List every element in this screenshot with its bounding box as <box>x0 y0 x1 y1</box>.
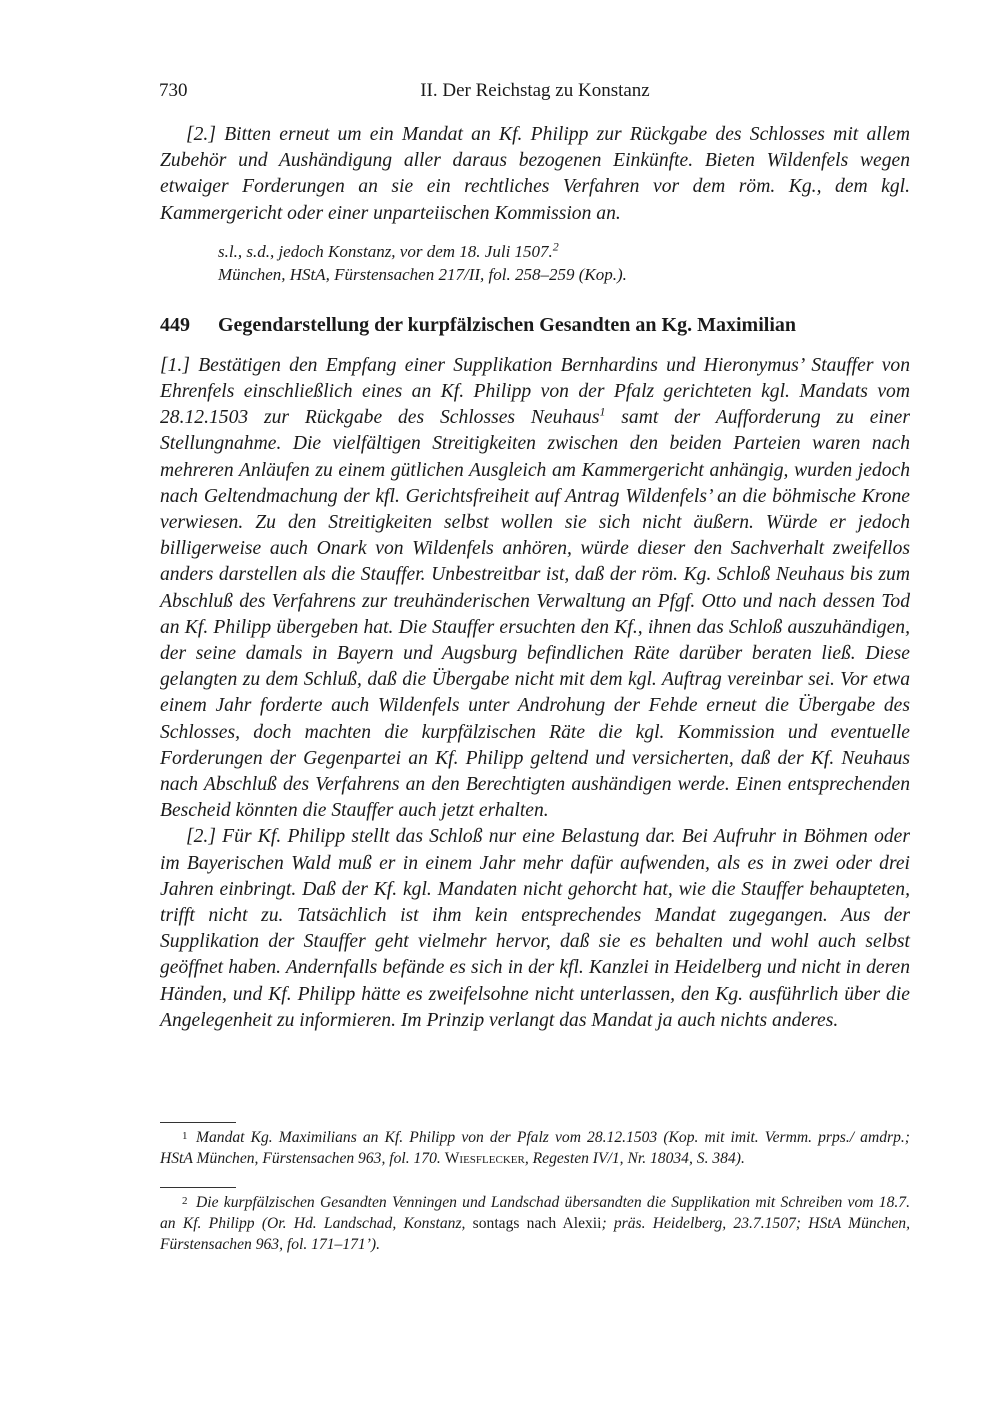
date-line-text: s.l., s.d., jedoch Konstanz, vor dem 18. Juli 1507. <box>218 241 553 261</box>
footnote-2-text-b: ; präs. Heidelberg, 23.7.1507; HStA München, Fürstensachen 963, fol. 171–171’). <box>160 1215 911 1253</box>
entry-paragraph-1 <box>160 353 910 825</box>
footnote-1-text-a: Mandat Kg. Maximilians an Kf. Philipp von der Pfalz vom 28.12.1503 (Kop. mit imit. Vermm. prps./ amdrp.; HStA München, Fürstensachen 963, fol. 170. <box>160 1129 910 1167</box>
footnote-1-text-b: , Regesten IV/1, Nr. 18034, S. 384). <box>524 1150 745 1167</box>
paragraph-1-part-a: [1.] Bestätigen den Empfang einer Supplikation Bernhardins und Hieronymus’ Stauffer von Ehrenfels einschließlich eines an Kf. Philipp von der Pfalz gerichteten kgl. Mandats vom 28.12.1503 zur Rückgabe des Schlosses Neuhaus <box>160 354 910 429</box>
footnote-1-author: Wiesflecker <box>444 1150 525 1167</box>
page-number: 730 <box>159 80 188 101</box>
footnote-ref-2[interactable]: 2 <box>552 239 559 254</box>
page-body <box>160 122 910 1034</box>
footnote-mark-2: 2 <box>182 1195 188 1207</box>
footnotes <box>160 1122 910 1273</box>
entry-heading <box>160 311 910 339</box>
footnote-mark-1: 1 <box>182 1130 188 1142</box>
page-header <box>159 80 911 110</box>
prev-entry-meta <box>160 240 910 287</box>
source-line: München, HStA, Fürstensachen 217/II, fol. 258–259 (Kop.). <box>218 265 627 285</box>
footnote-rule <box>160 1122 236 1123</box>
entry-title: Gegendarstellung der kurpfälzischen Gesandten an Kg. Maximilian <box>218 313 796 336</box>
footnote-ref-1[interactable]: 1 <box>599 404 606 419</box>
entry-paragraph-2: [2.] Für Kf. Philipp stellt das Schloß nur eine Belastung dar. Bei Aufruhr in Böhmen oder im Bayerischen Wald muß er in einem Jahr mehr dafür aufwenden, als es in zwei oder drei Jahren einbringt. Daß der Kf. kgl. Mandaten nicht gehorcht hat, wie die Stauffer behaupteten, trifft nicht zu. Tatsächlich ist ihm kein entsprechendes Mandat zugegangen. Aus der Supplikation der Stauffer geht vielmehr hervor, daß sie es behalten und wohl auch selbst geöffnet haben. Andernfalls befände es sich in der kfl. Kanzlei in Heidelberg und nicht in deren Händen, und Kf. Philipp hätte es zweifelsohne nicht unterlassen, den Kg. ausführlich über die Angelegenheit zu informieren. Im Prinzip verlangt das Mandat ja auch nichts anderes. <box>160 826 910 1031</box>
footnote-rule <box>160 1187 236 1188</box>
paragraph-1-part-b: samt der Aufforderung zu einer Stellungnahme. Die vielfältigen Streitigkeiten zwischen den beiden Parteien waren nach mehreren Anläufen zu einem gütlichen Ausgleich am Kammergericht anhängig, wurden jedoch nach Geltendmachung der kfl. Gerichtsfreiheit auf Antrag Wildenfels’ an die böhmische Krone verwiesen. Zu den Streitigkeiten selbst wollen sie sich nicht äußern. Würde er jedoch billigerweise auch Onark von Wildenfels anhören, würde dieser den Sachverhalt zweifellos anders darstellen als die Stauffer. Unbestreitbar ist, daß der röm. Kg. Schloß Neuhaus bis zum Abschluß des Verfahrens zur treuhänderischen Verwaltung an Pfgf. Otto und nach dessen Tod an Kf. Philipp übergeben hat. Die Stauffer ersuchten den Kf., ihnen das Schloß auszuhändigen, der seine damals in Bayern und Augsburg befindlichen Räte darüber beraten ließ. Diese gelangten zu dem Schluß, daß die Übergabe nicht mit dem kgl. Auftrag vereinbar sei. Vor etwa einem Jahr forderte auch Wildenfels unter Androhung der Fehde erneut die Übergabe des Schlosses, doch machten die kurpfälzischen Räte die kgl. Kommission und eventuelle Forderungen der Gegenpartei an Kf. Philipp geltend und versicherten, daß der Kf. Neuhaus nach Abschluß des Verfahrens an den Berechtigten aushändigen werde. Einen entsprechenden Bescheid könnten die Stauffer auch jetzt erhalten. <box>160 407 910 822</box>
footnote-2-text-a: Die kurpfälzischen Gesandten Venningen und Landschad übersandten die Supplikation mit Schreiben vom 18.7. an Kf. Philipp (Or. Hd. Landschad, Konstanz, <box>160 1194 910 1232</box>
running-title: II. Der Reichstag zu Konstanz <box>420 80 650 101</box>
prev-entry-paragraph-2: [2.] Bitten erneut um ein Mandat an Kf. Philipp zur Rückgabe des Schlosses mit allem Zubehör und Aushändigung aller daraus bezogenen Einkünfte. Bieten Wildenfels wegen etwaiger Forderungen an sie ein rechtliches Verfahren vor dem röm. Kg., dem kgl. Kammergericht oder einer unparteiischen Kommission an. <box>160 124 910 224</box>
entry-number: 449 <box>160 313 190 336</box>
footnote-2-roman: sontags nach Alexii <box>472 1215 602 1232</box>
date-line <box>218 240 910 264</box>
footnote-1 <box>160 1127 910 1169</box>
footnote-2 <box>160 1192 910 1255</box>
